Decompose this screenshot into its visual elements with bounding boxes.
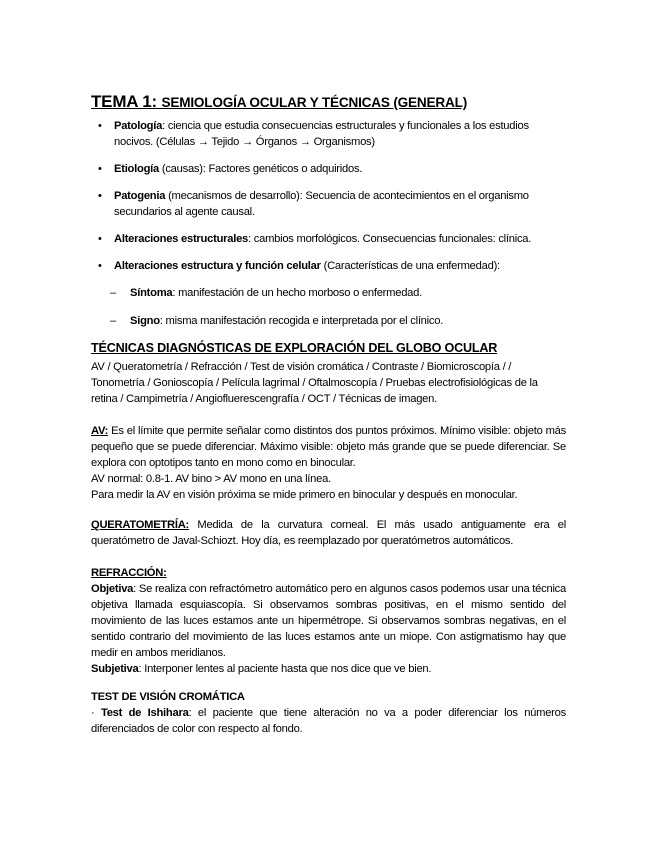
av-paragraph	[91, 423, 566, 471]
av-label: AV:	[91, 425, 109, 437]
objetiva-text: : Se realiza con refractómetro automático pero en algunos casos podemos usar una técnica objetiva llamada esquiascopía. Si observamos sombras positivas, en el mismo sentido del movimiento de las luces estamos ante un hipermétrope. Si observamos sombras negativas, en el sentido contrario del movimiento de las luces estamos ante un miope. Con astigmatismo hay que medir en ambos meridianos.	[91, 583, 566, 659]
list-item-text: (mecanismos de desarrollo): Secuencia de acontecimientos en el organismo secundarios al agente causal.	[114, 190, 529, 218]
av-section	[91, 423, 566, 503]
cromatica-prefix: ·	[91, 707, 101, 719]
refraccion-heading	[91, 565, 566, 581]
list-item-term: Alteraciones estructurales	[114, 233, 249, 245]
refraccion-objetiva	[91, 581, 566, 661]
av-text: Es el límite que permite señalar como distintos dos puntos próximos. Mínimo visible: objeto más pequeño que se puede diferenciar. Máximo visible: objeto más grande que se puede diferenciar. Se explora con optotipos tanto en mono como en binocular.	[91, 425, 566, 469]
subjetiva-text: : Interponer lentes al paciente hasta que nos dice que ve bien.	[138, 663, 432, 675]
document-page	[91, 92, 566, 341]
list-item	[91, 188, 566, 220]
queratometria-section	[91, 517, 566, 549]
sublist-item-text: : manifestación de un hecho morboso o enfermedad.	[172, 287, 422, 299]
techniques-heading: TÉCNICAS DIAGNÓSTICAS DE EXPLORACIÓN DEL GLOBO OCULAR	[91, 341, 498, 355]
list-item	[91, 161, 566, 177]
list-item-text: : ciencia que estudia consecuencias estructurales y funcionales a los estudios nocivos. (Células → Tejido → Órganos → Organismos)	[114, 120, 529, 148]
refraccion-label: REFRACCIÓN:	[91, 567, 167, 579]
cromatica-section	[91, 689, 566, 737]
sublist-item-text: : misma manifestación recogida e interpretada por el clínico.	[159, 315, 444, 327]
definitions-list	[91, 118, 566, 274]
cromatica-paragraph	[91, 705, 566, 737]
sublist-item-term: Signo	[130, 315, 160, 327]
list-item-text: (Características de una enfermedad):	[320, 260, 500, 272]
list-item	[91, 118, 566, 150]
av-normal: AV normal: 0.8-1. AV bino > AV mono en una línea.	[91, 473, 331, 485]
list-item-text: : cambios morfológicos. Consecuencias funcionales: clínica.	[248, 233, 532, 245]
title-rest: SEMIOLOGÍA OCULAR Y TÉCNICAS (GENERAL)	[161, 95, 468, 110]
queratometria-paragraph	[91, 517, 566, 549]
subjetiva-term: Subjetiva	[91, 663, 139, 675]
title-prefix: TEMA 1:	[91, 92, 162, 111]
list-item-term: Etiología	[114, 163, 159, 175]
list-item-term: Patología	[114, 120, 163, 132]
ishihara-text: : el paciente que tiene alteración no va a poder diferenciar los números diferenciados de color con respecto al fondo.	[91, 707, 566, 735]
list-item	[91, 258, 566, 274]
av-near: Para medir la AV en visión próxima se mide primero en binocular y después en monocular.	[91, 489, 518, 501]
list-item-text: (causas): Factores genéticos o adquiridos.	[159, 163, 363, 175]
sublist-item-term: Síntoma	[130, 287, 173, 299]
page-title	[91, 92, 566, 112]
list-item-term: Patogenia	[114, 190, 166, 202]
list-item	[91, 231, 566, 247]
queratometria-label: QUERATOMETRÍA:	[91, 519, 190, 531]
techniques-section	[91, 341, 566, 407]
sublist-item	[91, 285, 566, 301]
techniques-list: AV / Queratometría / Refracción / Test de visión cromática / Contraste / Biomicroscopía / / Tonometría / Gonioscopía / Película lagrimal / Oftalmoscopía / Pruebas electrofisiológicas de la retina / Campimetría / Angiofluerescengrafía / OCT / Técnicas de imagen.	[91, 361, 538, 405]
ishihara-term: Test de Ishihara	[100, 707, 189, 719]
refraccion-section	[91, 565, 566, 677]
queratometria-text: Medida de la curvatura corneal. El más usado antiguamente era el queratómetro de Javal-Schiozt. Hoy día, es reemplazado por queratómetros automáticos.	[91, 519, 566, 547]
cromatica-heading-text: TEST DE VISIÓN CROMÁTICA	[91, 691, 245, 703]
sublist	[91, 285, 566, 329]
objetiva-term: Objetiva	[91, 583, 134, 595]
cromatica-heading	[91, 689, 566, 705]
list-item-term: Alteraciones estructura y función celular	[114, 260, 321, 272]
refraccion-subjetiva	[91, 661, 566, 677]
sublist-item	[91, 313, 566, 329]
